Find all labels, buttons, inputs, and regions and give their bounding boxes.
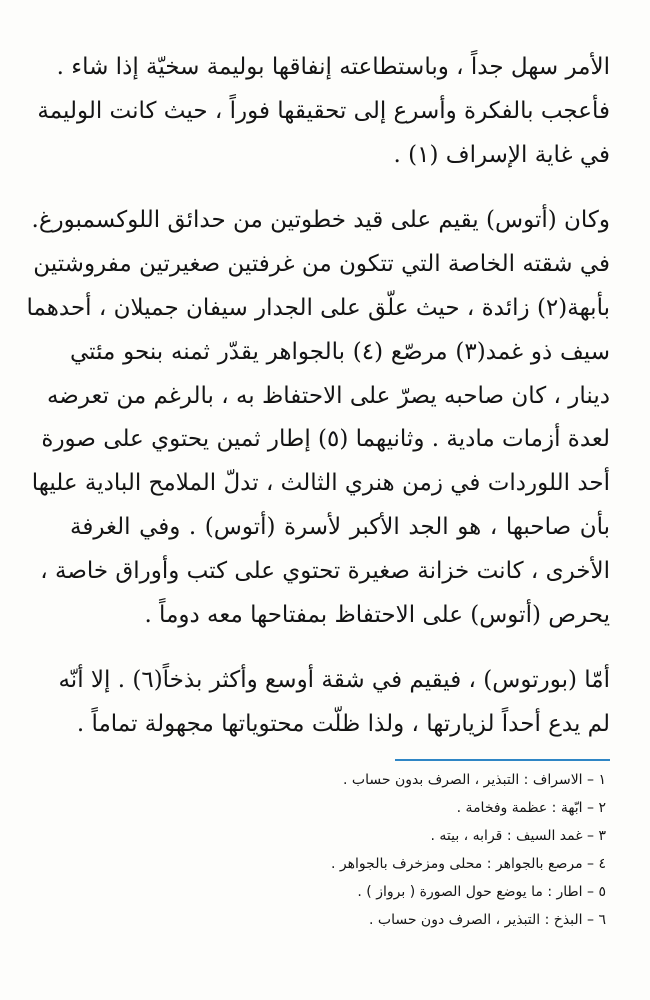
text-line: بأبهة(٢) زائدة ، حيث علّق على الجدار سيفان جميلان ، أحدهما: [26, 294, 610, 321]
text-line: بأن صاحبها ، هو الجد الأكبر لأسرة (أتوس) . وفي الغرفة: [70, 513, 610, 540]
paragraph-spacer: [70, 177, 610, 199]
footnote-item: ٦ – البذخ : التبذير ، الصرف دون حساب .: [368, 912, 606, 928]
text-line: وكان (أتوس) يقيم على قيد خطوتين من حدائق اللوكسمبورغ.: [31, 207, 610, 234]
text-line: فأعجب بالفكرة وأسرع إلى تحقيقها فوراً ، حيث كانت الوليمة: [37, 97, 610, 124]
text-line: في غاية الإسراف (١) .: [393, 141, 610, 168]
text-line: دينار ، كان صاحبه يصرّ على الاحتفاظ به ، بالرغم من تعرضه: [46, 382, 610, 409]
text-line: أمّا (بورتوس) ، فيقيم في شقة أوسع وأكثر بذخاً(٦) . إلا أنّه: [58, 667, 610, 694]
paragraph-spacer: [70, 637, 610, 659]
paragraph-2: [26, 199, 610, 637]
text-line: الأخرى ، كانت خزانة صغيرة تحتوي على كتب وأوراق خاصة ،: [40, 557, 610, 584]
footnote-item: ١ – الاسراف : التبذير ، الصرف بدون حساب .: [343, 772, 606, 788]
footnotes-list: [200, 766, 606, 934]
paragraph-1: [37, 46, 610, 177]
paragraph-3: [58, 659, 610, 747]
footnote-item: ٣ – غمد السيف : قرابه ، بيته .: [430, 828, 606, 844]
text-line: في شقته الخاصة التي تتكون من غرفتين صغيرتين مفروشتين: [33, 251, 610, 278]
footnote-item: ٤ – مرصع بالجواهر : محلى ومزخرف بالجواهر .: [331, 856, 606, 872]
text-line: يحرص (أتوس) على الاحتفاظ بمفتاحها معه دوماً .: [144, 601, 610, 628]
text-line: لم يدع أحداً لزيارتها ، ولذا ظلّت محتوياتها مجهولة تماماً .: [76, 711, 610, 738]
text-line: الأمر سهل جداً ، وباستطاعته إنفاقها بوليمة سخيّة إذا شاء .: [56, 54, 610, 80]
text-line: سيف ذو غمد(٣) مرصّع (٤) بالجواهر يقدّر ثمنه بنحو مئتي: [70, 338, 610, 365]
footnote-item: ٢ – ابّهة : عظمة وفخامة .: [456, 800, 606, 816]
text-line: أحد اللوردات في زمن هنري الثالث ، تدلّ الملامح البادية عليها: [31, 470, 610, 497]
main-text: [26, 46, 610, 747]
text-line: لعدة أزمات مادية . وثانيهما (٥) إطار ثمين يحتوي على صورة: [41, 426, 610, 453]
footnote-item: ٥ – اطار : ما يوضع حول الصورة ( برواز ) .: [357, 884, 606, 900]
footnote-divider: [395, 759, 610, 761]
